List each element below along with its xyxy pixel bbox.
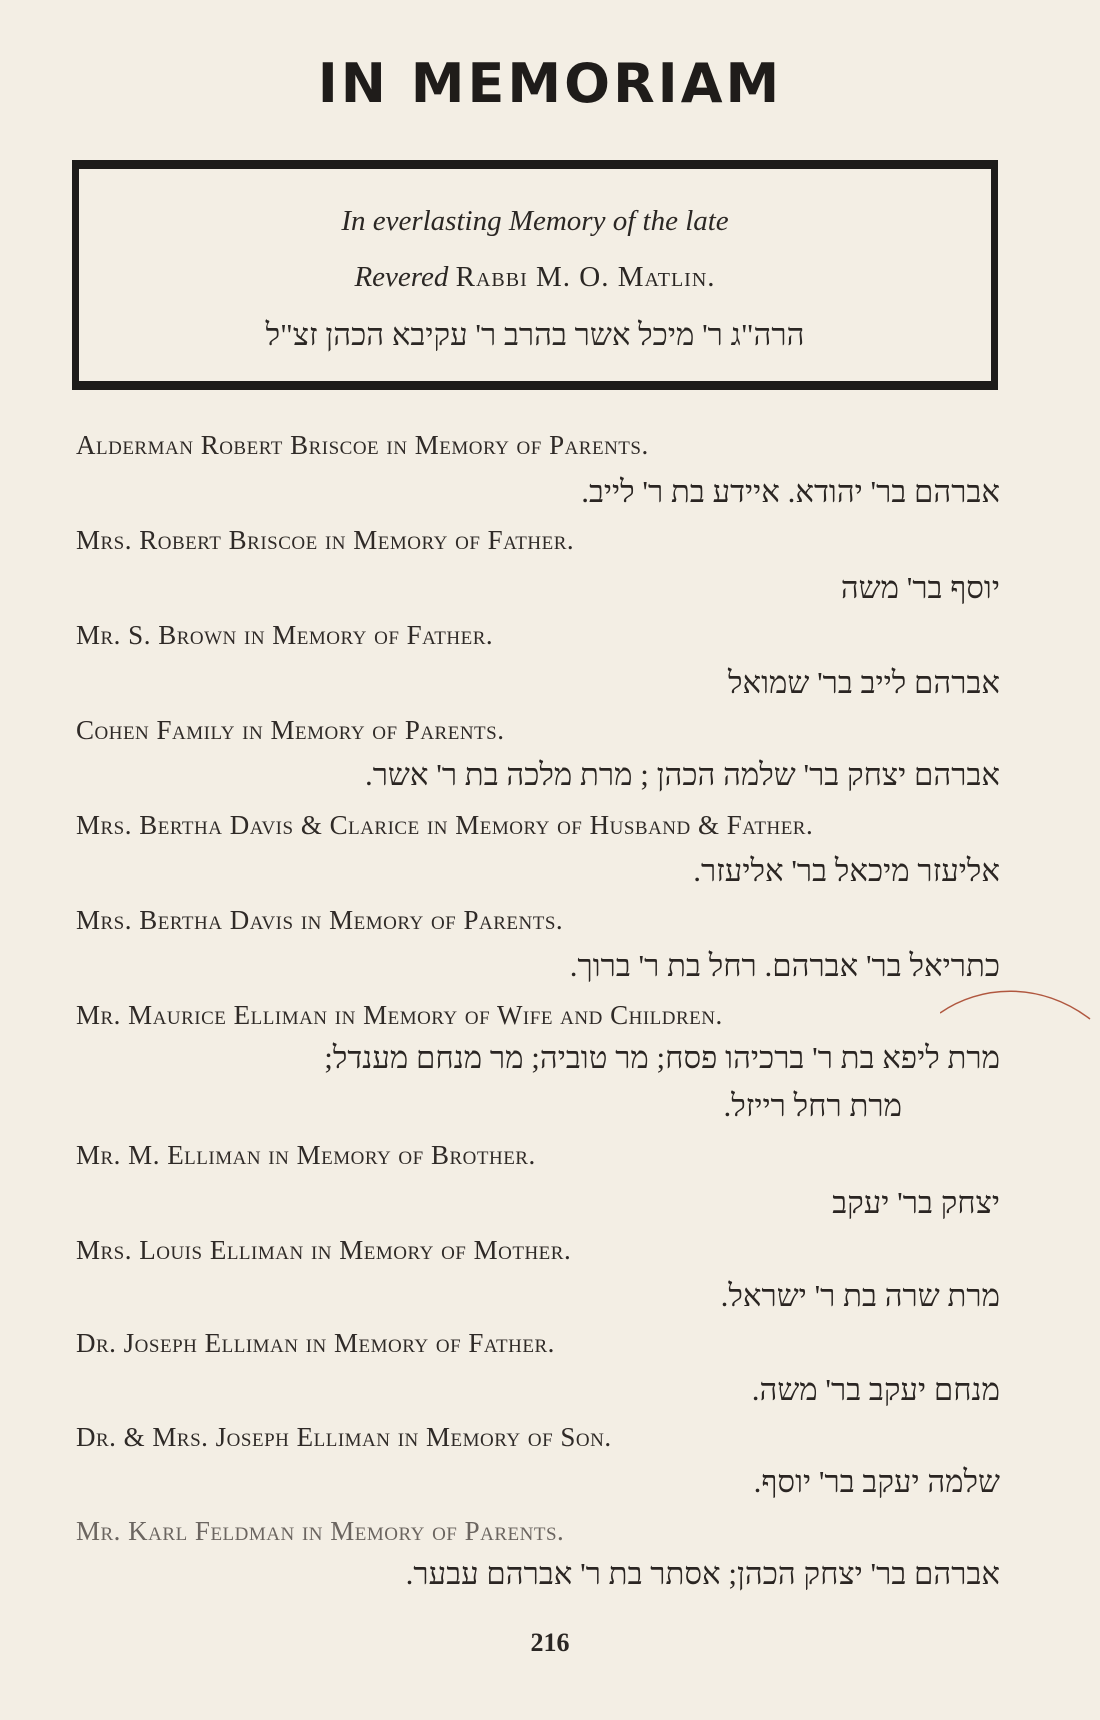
entry-hebrew: שלמה יעקב בר' יוסף.	[753, 1464, 1000, 1499]
entry-english: Dr. & Mrs. Joseph Elliman in Memory of Son.	[76, 1422, 612, 1452]
entry-hebrew: אברהם בר' יהודא. איידע בת ר' לייב.	[581, 474, 1000, 509]
entry-hebrew: מנחם יעקב בר' משה.	[751, 1372, 1000, 1407]
entry-english: Dr. Joseph Elliman in Memory of Father.	[76, 1328, 555, 1358]
entry-hebrew: מרת שרה בת ר' ישראל.	[720, 1278, 1000, 1313]
entry-hebrew: יצחק בר' יעקב	[832, 1185, 1000, 1220]
page-number: 216	[530, 1628, 570, 1657]
page-title: IN MEMORIAM	[317, 52, 783, 115]
entry-english: Cohen Family in Memory of Parents.	[76, 715, 505, 745]
entry-hebrew: יוסף בר' משה	[840, 570, 1000, 605]
memorial-box	[72, 160, 998, 390]
box-line-2-prefix: Revered	[354, 261, 449, 293]
entry-english: Mrs. Bertha Davis & Clarice in Memory of Husband & Father.	[76, 810, 814, 840]
entry-hebrew: כתריאל בר' אברהם. רחל בת ר' ברוך.	[569, 948, 1000, 983]
entry-hebrew: אברהם בר' יצחק הכהן; אסתר בת ר' אברהם עבער.	[405, 1556, 1000, 1591]
entry-english: Mr. M. Elliman in Memory of Brother.	[76, 1140, 536, 1170]
box-line-1: In everlasting Memory of the late	[341, 205, 729, 237]
entry-english: Mr. S. Brown in Memory of Father.	[76, 620, 494, 650]
box-line-2-name: Rabbi M. O. Matlin.	[455, 261, 716, 293]
pencil-mark	[940, 985, 1100, 1045]
entry-english: Alderman Robert Briscoe in Memory of Parents.	[76, 430, 649, 460]
entry-english: Mrs. Bertha Davis in Memory of Parents.	[76, 905, 564, 935]
entry-english: Mr. Karl Feldman in Memory of Parents.	[76, 1516, 565, 1546]
entry-hebrew-continued: מרת רחל רייזל.	[723, 1088, 902, 1123]
entry-hebrew: אליעזר מיכאל בר' אליעזר.	[693, 853, 1000, 888]
box-hebrew-name: הרה"ג ר' מיכל אשר בהרב ר' עקיבא הכהן זצ"ל	[265, 317, 805, 352]
entry-hebrew: מרת ליפא בת ר' ברכיהו פסח; מר טוביה; מר מנחם מענדל;	[324, 1040, 1000, 1075]
entry-english: Mrs. Robert Briscoe in Memory of Father.	[76, 525, 575, 555]
entry-hebrew: אברהם יצחק בר' שלמה הכהן ; מרת מלכה בת ר' אשר.	[364, 757, 1000, 792]
entry-english: Mrs. Louis Elliman in Memory of Mother.	[76, 1235, 572, 1265]
entry-english: Mr. Maurice Elliman in Memory of Wife and Children.	[76, 1000, 723, 1030]
box-line-2	[79, 261, 991, 294]
entry-hebrew: אברהם לייב בר' שמואל	[727, 665, 1000, 700]
